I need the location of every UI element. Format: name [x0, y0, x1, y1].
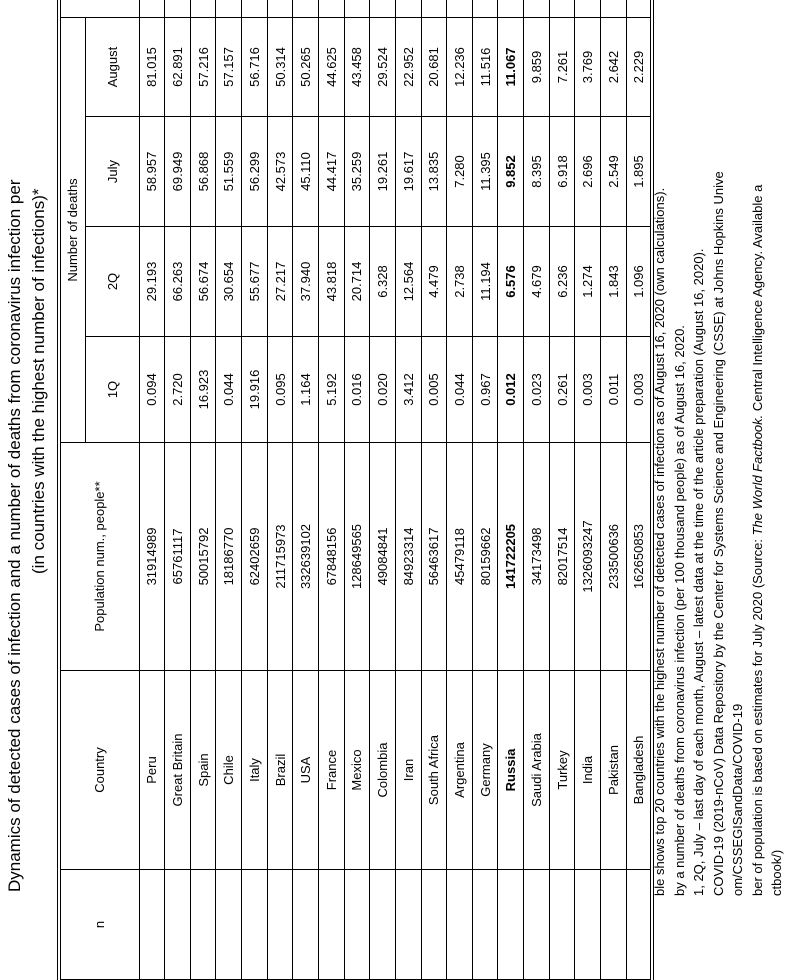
cell-1q: 0.012 [498, 337, 524, 443]
cell-2q: 4.479 [421, 227, 447, 337]
cell-position [139, 870, 165, 980]
cell-country: South Africa [421, 671, 447, 870]
cell-1q: 0.095 [267, 337, 293, 443]
cell-july: 45.110 [293, 117, 319, 227]
cell-position [267, 870, 293, 980]
cell-2q: 4.679 [524, 227, 550, 337]
cell-2q: 30.654 [216, 227, 242, 337]
cell-position [601, 870, 627, 980]
cell-population: 56463617 [421, 443, 447, 671]
cell-position [344, 870, 370, 980]
cell-population: 45479118 [447, 443, 473, 671]
cell-cutoff [549, 0, 575, 17]
population-column-header: Population num., people** [59, 443, 139, 671]
cell-august: 57.216 [190, 17, 216, 116]
cell-1q: 0.261 [549, 337, 575, 443]
cell-august: 2.229 [626, 17, 652, 116]
cell-july: 44.417 [318, 117, 344, 227]
cell-august: 7.261 [549, 17, 575, 116]
table-row [472, 0, 498, 980]
cell-country: Russia [498, 671, 524, 870]
cell-population: 67848156 [318, 443, 344, 671]
cell-2q: 55.677 [242, 227, 268, 337]
cell-cutoff [498, 0, 524, 17]
table-row [395, 0, 421, 980]
cell-1q: 0.044 [447, 337, 473, 443]
cell-cutoff [165, 0, 191, 17]
table-row [575, 0, 601, 980]
cell-position [318, 870, 344, 980]
cell-position [524, 870, 550, 980]
cell-2q: 1.274 [575, 227, 601, 337]
cell-july: 8.395 [524, 117, 550, 227]
cell-population: 141722205 [498, 443, 524, 671]
month-header-2q: 2Q [85, 227, 139, 337]
cell-2q: 56.674 [190, 227, 216, 337]
cell-cutoff [344, 0, 370, 17]
cell-1q: 0.003 [626, 337, 652, 443]
cell-position [421, 870, 447, 980]
cell-1q: 0.044 [216, 337, 242, 443]
cell-country: Colombia [370, 671, 396, 870]
cell-population: 233500636 [601, 443, 627, 671]
cell-july: 19.617 [395, 117, 421, 227]
cell-2q: 37.940 [293, 227, 319, 337]
cell-cutoff [370, 0, 396, 17]
cell-1q: 3.412 [395, 337, 421, 443]
footnote-line-1: ble shows top 20 countries with the highest number of detected cases of infection as of August 16, 2020 (own calculations). [652, 187, 667, 896]
cell-population: 211715973 [267, 443, 293, 671]
cell-country: Italy [242, 671, 268, 870]
table-row [293, 0, 319, 980]
cell-1q: 1.164 [293, 337, 319, 443]
month-header-1q: 1Q [85, 337, 139, 443]
cell-july: 11.395 [472, 117, 498, 227]
month-header-august: August [85, 17, 139, 116]
cell-population: 80159662 [472, 443, 498, 671]
table-row [421, 0, 447, 980]
table-row [216, 0, 242, 980]
cell-population: 128649565 [344, 443, 370, 671]
cell-position [370, 870, 396, 980]
cell-july: 58.957 [139, 117, 165, 227]
cell-2q: 66.263 [165, 227, 191, 337]
cell-august: 50.314 [267, 17, 293, 116]
table-row [498, 0, 524, 980]
cell-position [472, 870, 498, 980]
cell-august: 3.769 [575, 17, 601, 116]
cell-july: 19.261 [370, 117, 396, 227]
footnotes-block [650, 171, 787, 896]
country-column-header: Country [59, 671, 139, 870]
cell-1q: 0.020 [370, 337, 396, 443]
table-row [370, 0, 396, 980]
cell-country: Chile [216, 671, 242, 870]
cell-position [626, 870, 652, 980]
table-row [318, 0, 344, 980]
cell-july: 2.549 [601, 117, 627, 227]
cell-cutoff [626, 0, 652, 17]
cell-1q: 2.720 [165, 337, 191, 443]
cell-july: 2.696 [575, 117, 601, 227]
cell-august: 62.891 [165, 17, 191, 116]
cell-country: Peru [139, 671, 165, 870]
table-title-line1: Dynamics of detected cases of infection and a number of deaths from coronavirus infection per [5, 179, 24, 892]
header-row-groups [59, 0, 85, 980]
cell-july: 56.868 [190, 117, 216, 227]
cell-august: 29.524 [370, 17, 396, 116]
cell-july: 42.573 [267, 117, 293, 227]
cell-july: 9.852 [498, 117, 524, 227]
position-column-header-partial: n [59, 870, 139, 980]
cell-july: 51.559 [216, 117, 242, 227]
cell-1q: 0.016 [344, 337, 370, 443]
table-row [267, 0, 293, 980]
cell-cutoff [447, 0, 473, 17]
cell-2q: 6.328 [370, 227, 396, 337]
cell-population: 31914989 [139, 443, 165, 671]
footnote-line-2: by a number of deaths from coronavirus infection (per 100 thousand people) as of August 16, 2020. [671, 325, 687, 896]
cell-august: 12.236 [447, 17, 473, 116]
cell-august: 57.157 [216, 17, 242, 116]
footnote-line-6-pre: ber of population is based on estimates for July 2020 (Source: [749, 535, 765, 896]
cell-july: 56.299 [242, 117, 268, 227]
cell-cutoff [395, 0, 421, 17]
cell-august: 11.516 [472, 17, 498, 116]
cell-country: France [318, 671, 344, 870]
cell-population: 34173498 [524, 443, 550, 671]
cell-cutoff [601, 0, 627, 17]
cell-2q: 29.193 [139, 227, 165, 337]
cell-position [575, 870, 601, 980]
cell-2q: 1.096 [626, 227, 652, 337]
cell-2q: 12.564 [395, 227, 421, 337]
cell-country: Iran [395, 671, 421, 870]
cell-country: Mexico [344, 671, 370, 870]
footnote-line-6-source-title: The World Factbook. [749, 414, 765, 536]
cell-population: 1326093247 [575, 443, 601, 671]
table-row [447, 0, 473, 980]
table-row [626, 0, 652, 980]
cell-july: 35.259 [344, 117, 370, 227]
cell-country: India [575, 671, 601, 870]
cell-position [498, 870, 524, 980]
cell-cutoff [421, 0, 447, 17]
cell-cutoff [216, 0, 242, 17]
cell-population: 82017514 [549, 443, 575, 671]
cell-july: 6.918 [549, 117, 575, 227]
cell-1q: 0.003 [575, 337, 601, 443]
cell-july: 69.949 [165, 117, 191, 227]
cell-2q: 43.818 [318, 227, 344, 337]
cell-august: 56.716 [242, 17, 268, 116]
cell-2q: 1.843 [601, 227, 627, 337]
cell-2q: 6.236 [549, 227, 575, 337]
cell-2q: 20.714 [344, 227, 370, 337]
cell-july: 13.835 [421, 117, 447, 227]
cell-august: 9.859 [524, 17, 550, 116]
cell-cutoff [318, 0, 344, 17]
table-title-line2: (in countries with the highest number of infections)* [29, 188, 48, 574]
cell-2q: 2.738 [447, 227, 473, 337]
cell-position [293, 870, 319, 980]
cell-position [165, 870, 191, 980]
cell-1q: 0.094 [139, 337, 165, 443]
cell-population: 332639102 [293, 443, 319, 671]
cell-population: 18186770 [216, 443, 242, 671]
cell-cutoff [575, 0, 601, 17]
cell-country: Turkey [549, 671, 575, 870]
cell-2q: 6.576 [498, 227, 524, 337]
cell-cutoff [190, 0, 216, 17]
table-row [524, 0, 550, 980]
cell-2q: 11.194 [472, 227, 498, 337]
cell-country: Saudi Arabia [524, 671, 550, 870]
number-of-deaths-group-header: Number of deaths [59, 17, 85, 442]
cell-country: Germany [472, 671, 498, 870]
cell-august: 20.681 [421, 17, 447, 116]
cell-august: 11.067 [498, 17, 524, 116]
cell-1q: 5.192 [318, 337, 344, 443]
cell-august: 50.265 [293, 17, 319, 116]
cell-cutoff [472, 0, 498, 17]
cell-cutoff [267, 0, 293, 17]
cell-country: Bangladesh [626, 671, 652, 870]
cell-country: Spain [190, 671, 216, 870]
cell-position [549, 870, 575, 980]
cell-population: 162650853 [626, 443, 652, 671]
table-row [549, 0, 575, 980]
cell-position [447, 870, 473, 980]
cell-2q: 27.217 [267, 227, 293, 337]
cell-position [242, 870, 268, 980]
cell-population: 50015792 [190, 443, 216, 671]
table-row [190, 0, 216, 980]
cell-july: 7.280 [447, 117, 473, 227]
month-header-july: July [85, 117, 139, 227]
footnote-line-6-post: Central Intelligence Agency. Available a [749, 184, 765, 415]
footnote-line-6 [748, 171, 768, 896]
cell-country: USA [293, 671, 319, 870]
cell-1q: 19.916 [242, 337, 268, 443]
table-row [165, 0, 191, 980]
footnote-line-4: COVID-19 (2019-nCoV) Data Repository by the Center for Systems Science and Engineering (CSSE) at Johns Hopkins Unive [710, 171, 726, 896]
cell-population: 84923314 [395, 443, 421, 671]
cell-1q: 16.923 [190, 337, 216, 443]
table-row [344, 0, 370, 980]
cell-cutoff [242, 0, 268, 17]
footnote-line-3: 1, 2Q, July – last day of each month, August – latest data at the time of the article preparation (August 16, 2020). [691, 248, 706, 896]
cell-1q: 0.967 [472, 337, 498, 443]
cell-august: 81.015 [139, 17, 165, 116]
cell-population: 62402659 [242, 443, 268, 671]
cell-population: 49084841 [370, 443, 396, 671]
cell-country: Argentina [447, 671, 473, 870]
table-row [139, 0, 165, 980]
cell-cutoff [293, 0, 319, 17]
cell-position [216, 870, 242, 980]
cell-cutoff [139, 0, 165, 17]
cell-country: Great Britain [165, 671, 191, 870]
covid-statistics-table [57, 0, 654, 980]
footnote-line-5: om/CSSEGISandData/COVID-19 [730, 703, 745, 896]
cell-1q: 0.005 [421, 337, 447, 443]
cell-august: 43.458 [344, 17, 370, 116]
cell-1q: 0.023 [524, 337, 550, 443]
cell-cutoff [524, 0, 550, 17]
cell-country: Pakistan [601, 671, 627, 870]
cell-country: Brazil [267, 671, 293, 870]
cell-august: 22.952 [395, 17, 421, 116]
cell-position [395, 870, 421, 980]
cutoff-next-column-header [59, 0, 139, 17]
table-row [242, 0, 268, 980]
cell-population: 65761117 [165, 443, 191, 671]
cell-august: 44.625 [318, 17, 344, 116]
cell-july: 1.895 [626, 117, 652, 227]
cell-1q: 0.011 [601, 337, 627, 443]
table-row [601, 0, 627, 980]
cell-position [190, 870, 216, 980]
footnote-line-7: ctbook/) [769, 849, 784, 896]
cell-august: 2.642 [601, 17, 627, 116]
